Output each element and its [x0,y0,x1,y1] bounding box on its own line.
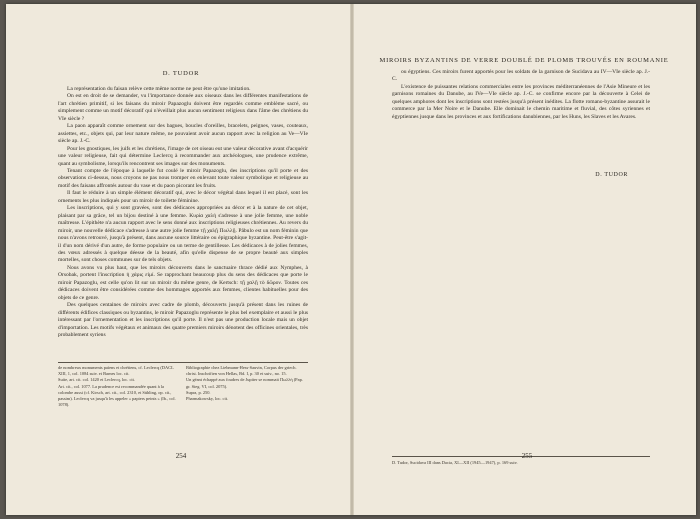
paragraph: Il faut le réduire à un simple élément décoratif qui, avec le décor végétal dans lequel il est placé, sont les ornements les plus indiqués pour un miroir de toilette féminine. [58,190,308,204]
footnote: Art. cit., col. 1077. La prudence est recommandée quant à la colombe aussi (cf. Kirsch, art. cit., col. 2310, et Sühling, op. cit., passim). Leclercq va jusqu'à les appeler « papiers peints » (Ib., col. 1078). [58,383,176,408]
right-footnotes [392,460,650,466]
paragraph: La représentation du faisan relève cette même norme ne peut être qu'une imitation. [67,86,251,92]
book-spread [6,4,696,515]
footnote-column-2 [186,365,308,408]
footnote: Pharmakowsky, loc. cit. [186,396,229,402]
paragraph: Des quelques centaines de miroirs avec cadre de plomb, découverts jusqu'à présent dans les ruines de différents édifices classiques ou byzantins, le miroir Papazoglu représente le plus bel exemplaire et aussi le plus intéressant par l'ornementation et les inscriptions qu'il porte. Il n'est pas une production locale mais un objet d'importation. Les motifs végétaux et animaux des quatre premiers miroirs dénotent des officines orientales, très probablement syriens [58,302,308,338]
footnote: Supra, p. 250. [186,389,211,395]
footnote: Bibliographie chez Liebmann-Hess-Sauvin, Corpus der griech. christ. Inschriften von Hellas, Bd. I, p. 30 et suiv., no. 15. [186,365,297,377]
footnote: Un géant échappé aux foudres de Jupiter se nommait Πωλλὴ (Pap. gr. Sieg. VI, col. 2075). [186,377,303,389]
paragraph: Tenant compte de l'époque à laquelle fut coulé le miroir Papazoglu, des inscriptions qu'il porte et des observations ci-dessus, nous croyons ne pas nous tromper en enlevant toute valeur symbolique et religieuse au motif des faisans affrontés autour du vase et du paon picorant les fruits. [58,167,308,189]
footnote-column-1 [58,365,180,408]
footnote-rule [58,362,308,363]
paragraph: Pour les gnostiques, les juifs et les chrétiens, l'image de cet oiseau eut une valeur décorative avant d'acquérir une valeur religieuse, fait qui détermine Leclercq à recommander aux archéologues, une prudence extrême, quant au symbolisme, lorsqu'ils rencontrent ses images sur des monuments. [58,145,308,167]
right-body-text [392,69,650,121]
page-number-left: 254 [175,452,187,460]
left-body-text [58,86,308,339]
paragraph: Nous avons vu plus haut, que les miroirs découverts dans le sanctuaire thrace dédié aux Nymphes, à Orsobak, portent l'inscription ἡ χάρις εἰμί. Se rapprochant beaucoup plus du sens des dédicaces que porte le miroir Papazoglu, est celle qu'on lit sur un miroir du même genre, de Kertsch: τῇ χαλῇ τὸ δῶρον. Toutes ces dédicaces doivent être considérées comme des hommages apportés aux femmes, clientes habituelles pour des objets de ce genre. [58,264,308,301]
footnote: Suite, art. cit. col. 1420 et Leclercq, loc. cit. [58,377,135,383]
running-head-right: MIROIRS BYZANTINS DE VERRE DOUBLÉ DE PLOMB TROUVÉS EN ROUMANIE [379,57,669,64]
running-head-left: D. TUDOR [162,70,200,77]
footnote: D. Tudor, Sucidava III dans Dacia, XI—XII (1945—1947), p. 169 suiv. [392,460,518,465]
paragraph: On est en droit de se demander, vu l'importance donnée aux oiseaux dans les différentes manifestations de l'art chrétien primitif, si les faisans du miroir Papazoglu doivent être regardés comme emblème sacré, ou simplement comme un motif décoratif qui n'éveillait plus aucun sentiment religieux dans l'âme des chrétiens du VIe siècle ? [58,93,308,122]
left-page [6,4,350,515]
paragraph: La paon apparaît comme ornement sur des bagues, boucles d'oreilles, bracelets, peignes, vases, couteaux, assiettes, etc., objets qui, par leur nature même, ne pouvaient avoir aucun rapport avec la religion au Ve—VIe siècle ap. J.-C. [58,123,308,145]
paragraph: ou égyptiens. Ces miroirs furent apportés pour les soldats de la garnison de Sucidava au IV—VIe siècle ap. J.-C. [392,69,650,83]
footnote: de nombreux monuments païens et chrétiens, cf. Leclercq (DACL XIII, 1, col. 1084 suiv. et Barnes loc. cit. [58,365,174,377]
page-number-right: 255 [521,452,533,460]
right-page [354,4,696,515]
paragraph: L'existence de puissantes relations commerciales entre les provinces méditerranéennes de l'Asie Mineure et les garnisons romaines du Danube, au IVe—VIe siècle ap. J.-C. se confirme encore par la découverte à Celei de quelques amphores dont les inscriptions sont restées jusqu'à présent inédites. La flotte romano-byzantine assurait le commerce par la Mer Noire et le Danube. Elle dominait le chemin maritime et fluvial, des côtes syriennes et égyptiennes jusque dans les provinces et aux fortifications danubiennes, par les Huns, les Slaves et les Avares. [392,83,650,120]
author-signature: D. TUDOR [595,172,628,178]
left-footnotes [58,365,308,408]
paragraph: Les inscriptions, qui y sont gravées, sont des dédicaces appropriées au décor et à la nature de cet objet, plaisant par sa grâce, tel un bijou destiné à une femme. Κυρία χαλή s'adresse à une jolie femme, une noble maîtresse. L'épithète n'a aucun rapport avec le sens donné aux inscriptions religieuses chrétiennes. Au revers du miroir, une nouvelle dédicace s'adresse à une autre jolie femme τῇ χαλῇ Πωλλῇ. Pâbulo est un nom féminin que nous n'avons retrouvé, jusqu'à présent, dans aucune source littéraire ou épigraphique byzantine. Peut-être s'agit-il d'un nom dérivé d'un autre, de forme populaire ou un terme de gentillesse. Les dédicaces à de jolies femmes, des vœux adressés à quelque déesse de la beauté, afin qu'elle dispense de se propre beauté aux simples mortelles, sont choses communes sur de tels objets. [58,205,308,264]
